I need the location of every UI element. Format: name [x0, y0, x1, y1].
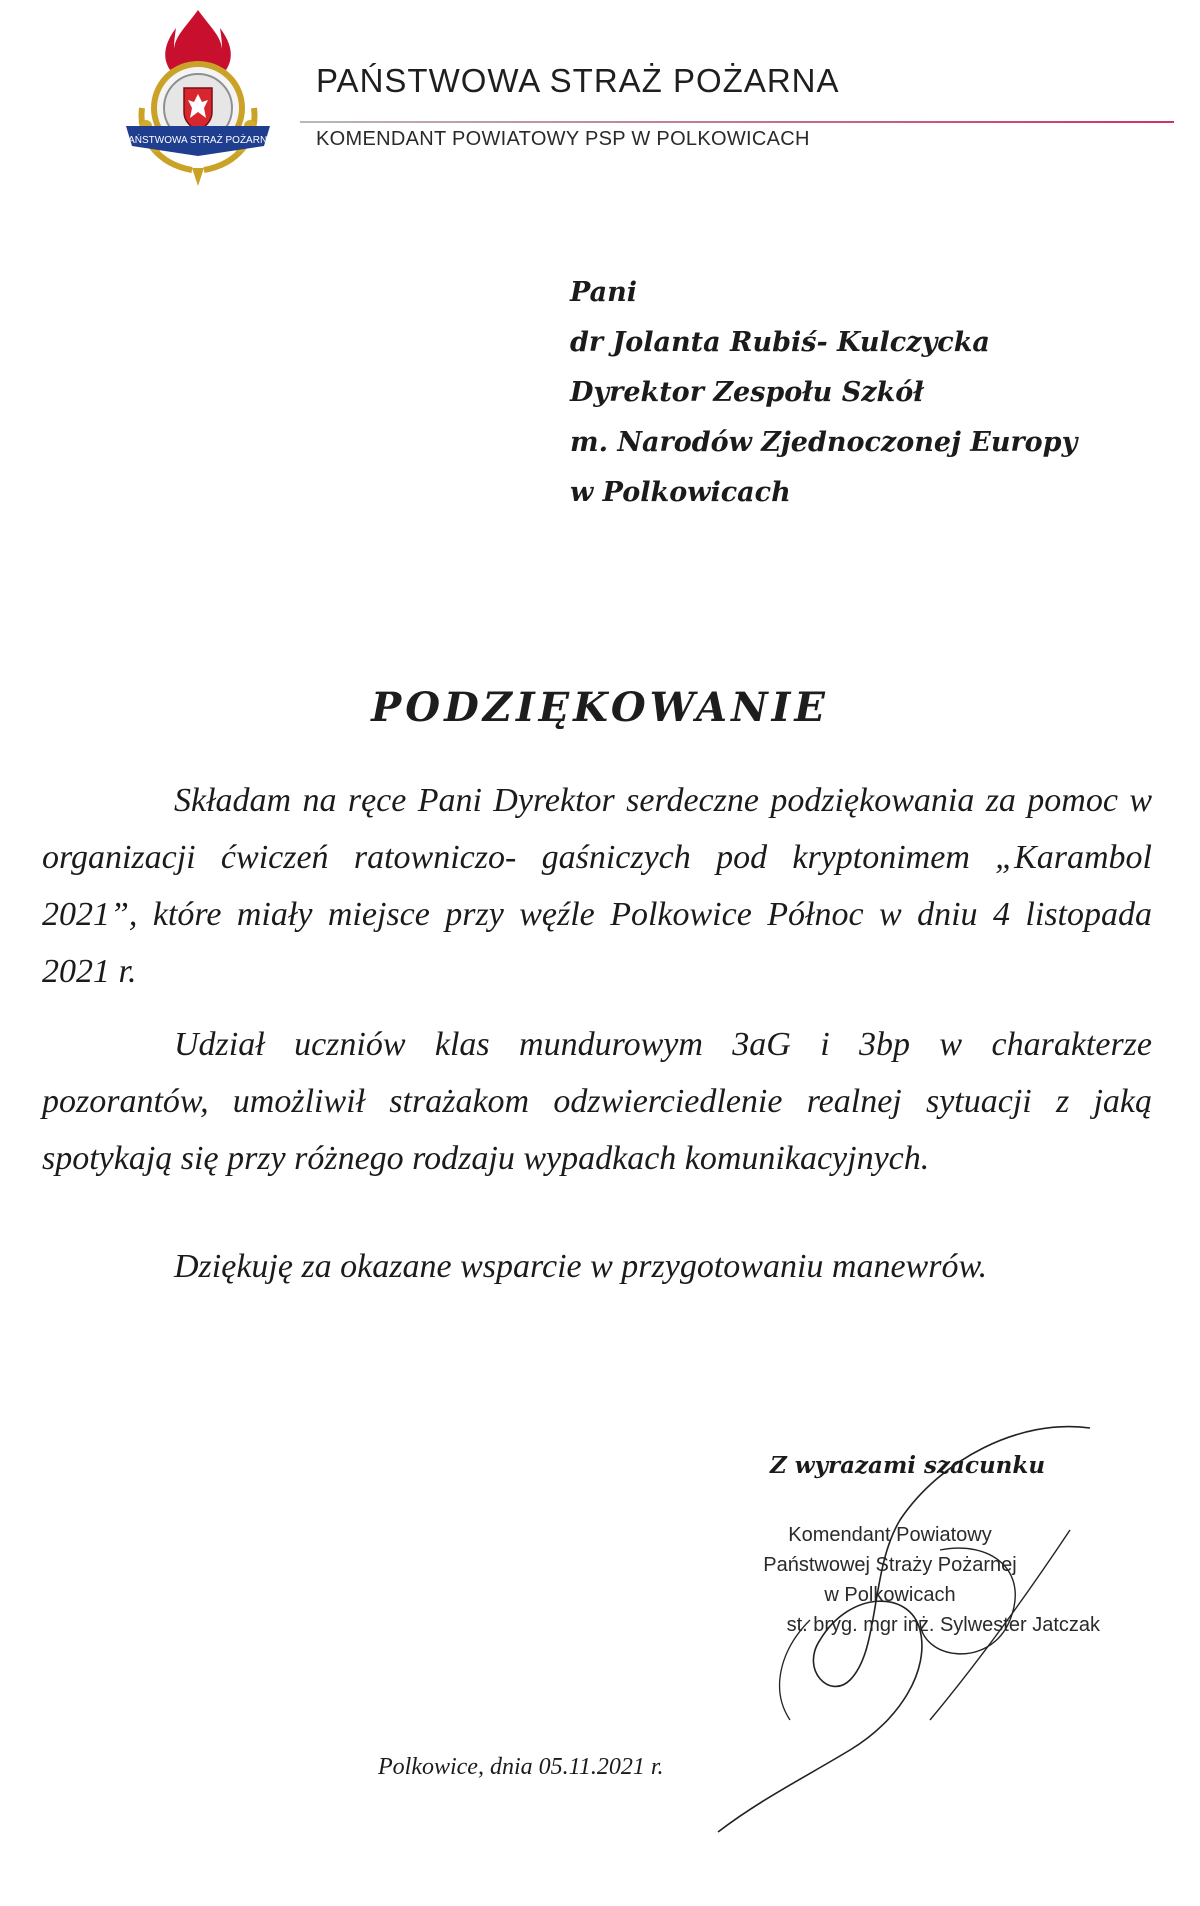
- header-divider: [300, 121, 1174, 123]
- addressee-line: Dyrektor Zespołu Szkół: [570, 377, 924, 408]
- signature-title-line: Państwowej Straży Pożarnej: [763, 1554, 1017, 1576]
- handwritten-signature: [690, 1420, 1100, 1840]
- addressee-line: dr Jolanta Rubiś- Kulczycka: [570, 327, 990, 358]
- letter-title: PODZIĘKOWANIE: [371, 684, 829, 731]
- letter-paragraph-3: Dziękuję za okazane wsparcie w przygotowaniu manewrów.: [174, 1248, 988, 1285]
- organization-subtitle: KOMENDANT POWIATOWY PSP W POLKOWICACH: [316, 128, 810, 150]
- letter-paragraph-1: Składam na ręce Pani Dyrektor serdeczne podziękowania za pomoc w organizacji ćwiczeń ratowniczo- gaśniczych pod kryptonimem „Karambol 2021”, które miały miejsce przy węźle Polkowice Północ w dniu 4 listopada 2021 r.: [42, 782, 1152, 990]
- addressee-line: m. Narodów Zjednoczonej Europy: [570, 427, 1078, 458]
- logo-ribbon-text: PAŃSTWOWA STRAŻ POŻARNA: [122, 135, 274, 146]
- addressee-line: Pani: [570, 277, 637, 308]
- addressee-line: w Polkowicach: [570, 477, 791, 508]
- closing-phrase: Z wyrazami szacunku: [770, 1452, 1046, 1479]
- organization-name: PAŃSTWOWA STRAŻ POŻARNA: [316, 62, 840, 99]
- signatory-name: st. bryg. mgr inż. Sylwester Jatczak: [786, 1614, 1100, 1636]
- place-and-date: Polkowice, dnia 05.11.2021 r.: [378, 1754, 664, 1780]
- addressee-block: [570, 268, 1077, 518]
- signature-title-line: Komendant Powiatowy: [788, 1524, 992, 1546]
- psp-emblem-logo: [118, 8, 278, 198]
- signature-title-line: w Polkowicach: [824, 1584, 956, 1606]
- letter-paragraph-2: Udział uczniów klas mundurowym 3aG i 3bp w charakterze pozorantów, umożliwił strażakom odzwierciedlenie realnej sytuacji z jaką spotykają się przy różnego rodzaju wypadkach komunikacyjnych.: [42, 1026, 1152, 1177]
